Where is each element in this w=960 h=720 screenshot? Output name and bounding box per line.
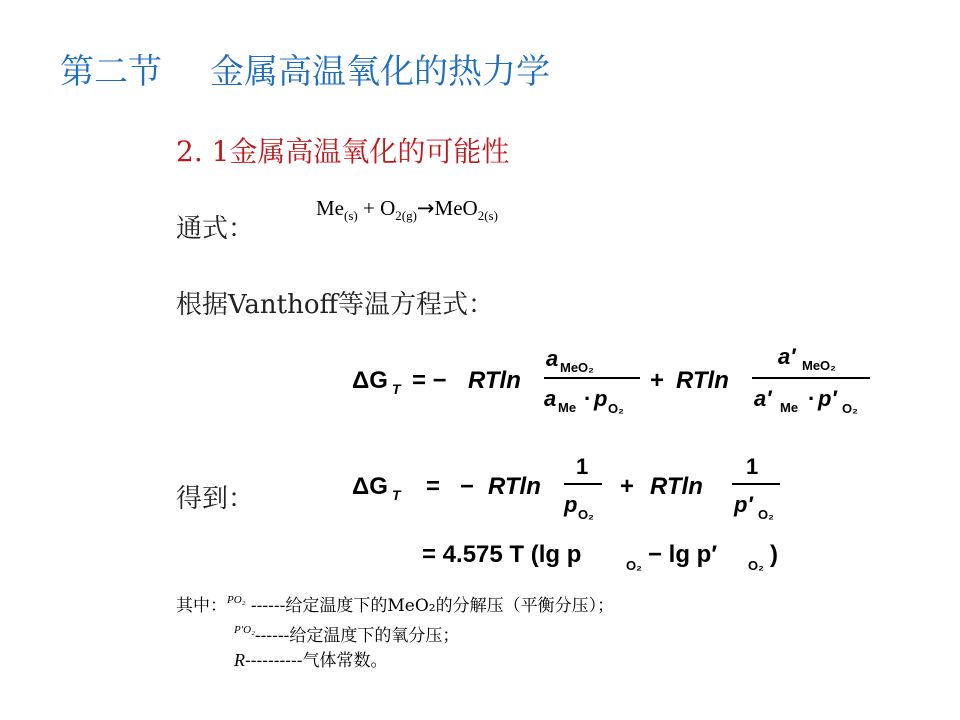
result-pressure-o2: p bbox=[564, 492, 578, 517]
pressure-o2: p bbox=[594, 386, 608, 411]
plus-operator: + bbox=[650, 367, 665, 394]
symbol-notes bbox=[176, 588, 614, 673]
dot-operator-2: · bbox=[808, 386, 816, 411]
result-line2-end: ) bbox=[770, 541, 778, 568]
product-meo2: MeO bbox=[434, 196, 478, 220]
rt-ln-term-2: RTln bbox=[676, 367, 729, 394]
product-meo2-state: 2(s) bbox=[477, 208, 498, 223]
delta-g-symbol: ΔG bbox=[352, 367, 388, 394]
note-text: ------给定温度下的MeO₂的分解压（平衡分压）； bbox=[245, 596, 615, 616]
result-label: 得到： bbox=[176, 484, 255, 514]
rt-ln-term-1: RTln bbox=[468, 367, 521, 394]
result-line2-subscript-2: O₂ bbox=[748, 558, 764, 573]
vanthoff-label: 根据Vanthoff等温方程式： bbox=[176, 290, 494, 320]
reactant-o2-state: 2(g) bbox=[395, 208, 417, 223]
delta-g-subscript: T bbox=[392, 381, 401, 397]
note-symbol: P′O₂ bbox=[234, 624, 255, 636]
pressure-o2-prime-subscript: O₂ bbox=[842, 401, 858, 416]
equals-sign: = − bbox=[412, 367, 447, 394]
result-pressure-o2-subscript: O₂ bbox=[578, 507, 594, 522]
page-title bbox=[60, 44, 550, 93]
notes-prefix: 其中： bbox=[176, 596, 227, 616]
note-row-3 bbox=[176, 648, 614, 673]
result-rt-ln-2: RTln bbox=[650, 473, 703, 500]
oxidation-reaction-equation bbox=[316, 196, 498, 224]
activity-meo2-prime: a′ bbox=[778, 344, 796, 369]
reactant-me-state: (s) bbox=[344, 208, 358, 223]
reaction-arrow: → bbox=[416, 196, 435, 220]
result-pressure-o2-prime: p′ bbox=[734, 492, 753, 517]
plus-sign: + bbox=[362, 196, 375, 220]
activity-meo2: a bbox=[546, 346, 559, 371]
result-equals: = bbox=[426, 473, 441, 500]
result-line2-head: = 4.575 T (lg p bbox=[422, 541, 582, 568]
pressure-o2-subscript: O₂ bbox=[608, 401, 624, 416]
note-symbol: PO₂ bbox=[227, 594, 246, 606]
activity-me: a bbox=[544, 386, 557, 411]
result-line2-mid: − lg p′ bbox=[648, 541, 718, 568]
pressure-o2-prime: p′ bbox=[818, 386, 837, 411]
result-delta-g: ΔG bbox=[352, 473, 388, 500]
note-text: ------给定温度下的氧分压； bbox=[254, 626, 460, 646]
result-plus: + bbox=[620, 473, 635, 500]
result-line2-subscript-1: O₂ bbox=[626, 558, 642, 573]
result-equation-line-2 bbox=[420, 530, 800, 582]
section-number: 第二节 bbox=[60, 52, 162, 92]
general-formula-label: 通式： bbox=[176, 214, 255, 244]
section-title: 金属高温氧化的热力学 bbox=[210, 52, 550, 92]
result-minus: − bbox=[460, 473, 475, 500]
result-rt-ln-1: RTln bbox=[488, 473, 541, 500]
activity-meo2-prime-subscript: MeO₂ bbox=[802, 358, 836, 373]
activity-me-subscript: Me bbox=[558, 400, 577, 415]
numerator-1: 1 bbox=[576, 454, 589, 479]
subsection-heading: 2. 1金属高温氧化的可能性 bbox=[176, 135, 510, 168]
result-delta-g-subscript: T bbox=[392, 487, 401, 503]
reactant-me: Me bbox=[316, 196, 344, 220]
result-equation-line-1 bbox=[350, 452, 790, 534]
note-row-1 bbox=[176, 588, 614, 618]
activity-me-prime: a′ bbox=[754, 386, 772, 411]
vanthoff-equation bbox=[350, 338, 890, 428]
dot-operator-1: · bbox=[584, 386, 592, 411]
result-pressure-o2-prime-subscript: O₂ bbox=[758, 507, 774, 522]
activity-me-prime-subscript: Me bbox=[780, 400, 799, 415]
note-symbol: R bbox=[234, 650, 245, 670]
activity-meo2-subscript: MeO₂ bbox=[560, 360, 594, 375]
reactant-o2: O bbox=[380, 196, 396, 220]
note-row-2 bbox=[176, 618, 614, 648]
note-text: ----------气体常数。 bbox=[245, 651, 388, 671]
numerator-2: 1 bbox=[746, 454, 759, 479]
